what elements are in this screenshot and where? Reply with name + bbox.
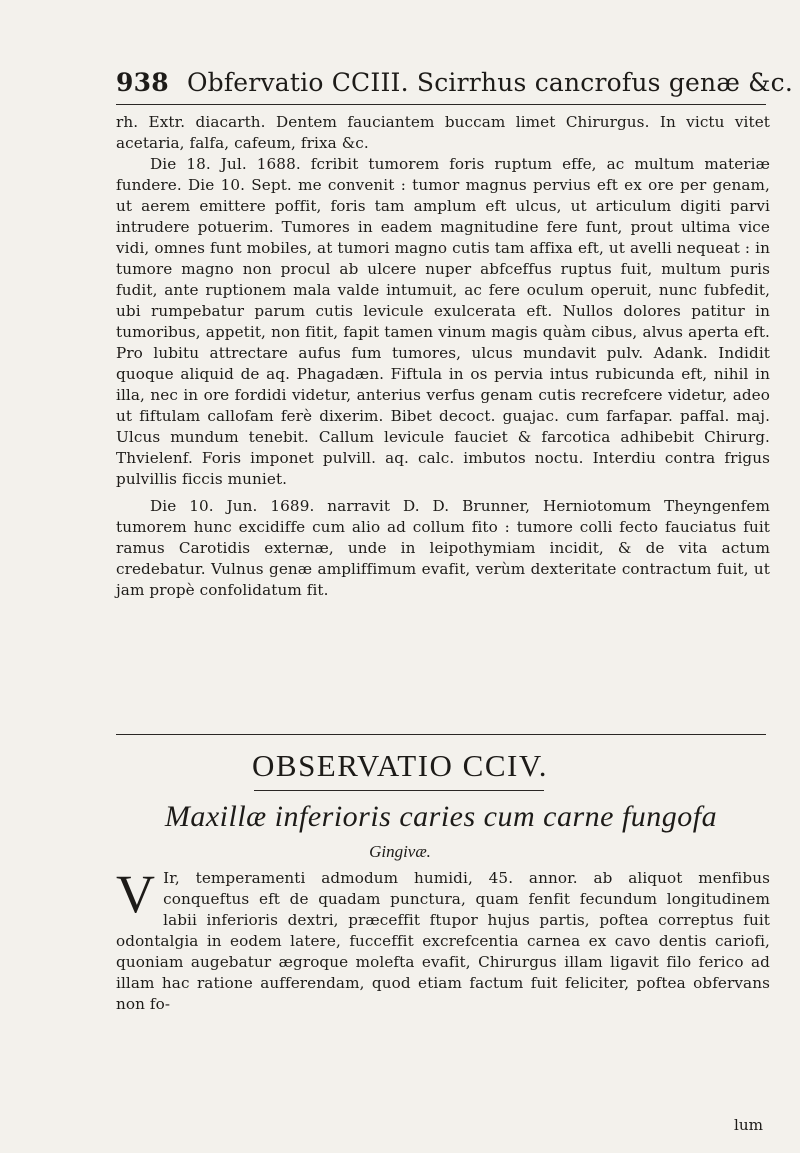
observation-cciii-continuation xyxy=(116,112,770,601)
page-number: 938 xyxy=(116,68,169,97)
running-title: Obfervatio CCIII. Scirrhus cancrofus genæ &c. xyxy=(186,68,793,97)
observation-subtitle-continued: Gingivæ. xyxy=(369,842,431,861)
title-underline xyxy=(254,790,544,791)
section-divider xyxy=(116,734,766,735)
observation-title: OBSERVATIO CCIV. xyxy=(252,748,548,783)
paragraph-prescription: rh. Extr. diacarth. Dentem fauciantem buccam limet Chirurgus. In victu vitet acetaria, falfa, cafeum, frixa &c. xyxy=(116,113,770,152)
running-head xyxy=(116,68,793,97)
observation-cciv-text xyxy=(116,864,770,1015)
case-text: Ir, temperamenti admodum humidi, 45. annor. ab aliquot menfibus conqueftus eft de quadam punctura, quam fenfit fecundum longitudinem labii inferioris dextri, præceffit ftupor hujus partis, poftea correptus fuit odontalgia in eodem latere, fucceffit excrefcentia carnea ex cavo dentis cariofi, quoniam augebatur ægroque molefta evafit, Chirurgus illam ligavit filo ferico ad illam hac ratione aufferendam, quod etiam factum fuit feliciter, poftea obfervans non fo- xyxy=(116,869,770,1013)
paragraph-report-1689: Die 10. Jun. 1689. narravit D. D. Brunner, Herniotomum Theyngenfem tumorem hunc excidiffe cum alio ad collum fito : tumore colli fecto fauciatus fuit ramus Carotidis externæ, unde in leipothymiam incidit, & de vita actum credebatur. Vulnus genæ ampliffimum evafit, verùm dexteritate contractum fuit, ut jam propè confolidatum fit. xyxy=(116,497,770,599)
header-rule xyxy=(116,104,766,105)
observation-subtitle: Maxillæ inferioris caries cum carne fungofa xyxy=(164,800,718,833)
catchword: lum xyxy=(734,1116,764,1134)
drop-cap: V xyxy=(116,864,156,924)
paragraph-letter-1688: Die 18. Jul. 1688. fcribit tumorem foris ruptum effe, ac multum materiæ fundere. Die 10. Sept. me convenit : tumor magnus pervius eft ex ore per genam, ut aerem emittere poffit, foris tam amplum eft ulcus, ut articulum digiti parvi intrudere potuerim. Tumores in eadem magnitudine fere funt, prout ultima vice vidi, omnes funt mobiles, at tumori magno cutis tam affixa eft, ut avelli nequeat : in tumore magno non procul ab ulcere nuper abfceffus ruptus fuit, multum puris fudit, ante ruptionem mala valde intumuit, ac fere oculum operuit, nunc fubfedit, ubi rumpebatur parum cutis levicule exulcerata eft. Nullos dolores patitur in tumoribus, appetit, non fitit, fapit tamen vinum magis quàm cibus, alvus aperta eft. Pro lubitu attrectare aufus fum tumores, ulcus mundavit pulv. Adank. Indidit quoque aliquid de aq. Phagadæn. Fiftula in os pervia intus rubicunda eft, nihil in illa, nec in ore fordidi videtur, anterius verfus genam cutis recrefcere videtur, adeo ut fiftulam callofam ferè dixerim. Bibet decoct. guajac. cum farfapar. paffal. maj. Ulcus mundum tenebit. Callum levicule fauciet & farcotica adhibebit Chirurg. Thvielenf. Foris imponet pulvill. aq. calc. imbutos noctu. Interdiu contra frigus pulvillis ficcis muniet. xyxy=(116,155,770,488)
paragraph-case-description xyxy=(116,864,770,1015)
